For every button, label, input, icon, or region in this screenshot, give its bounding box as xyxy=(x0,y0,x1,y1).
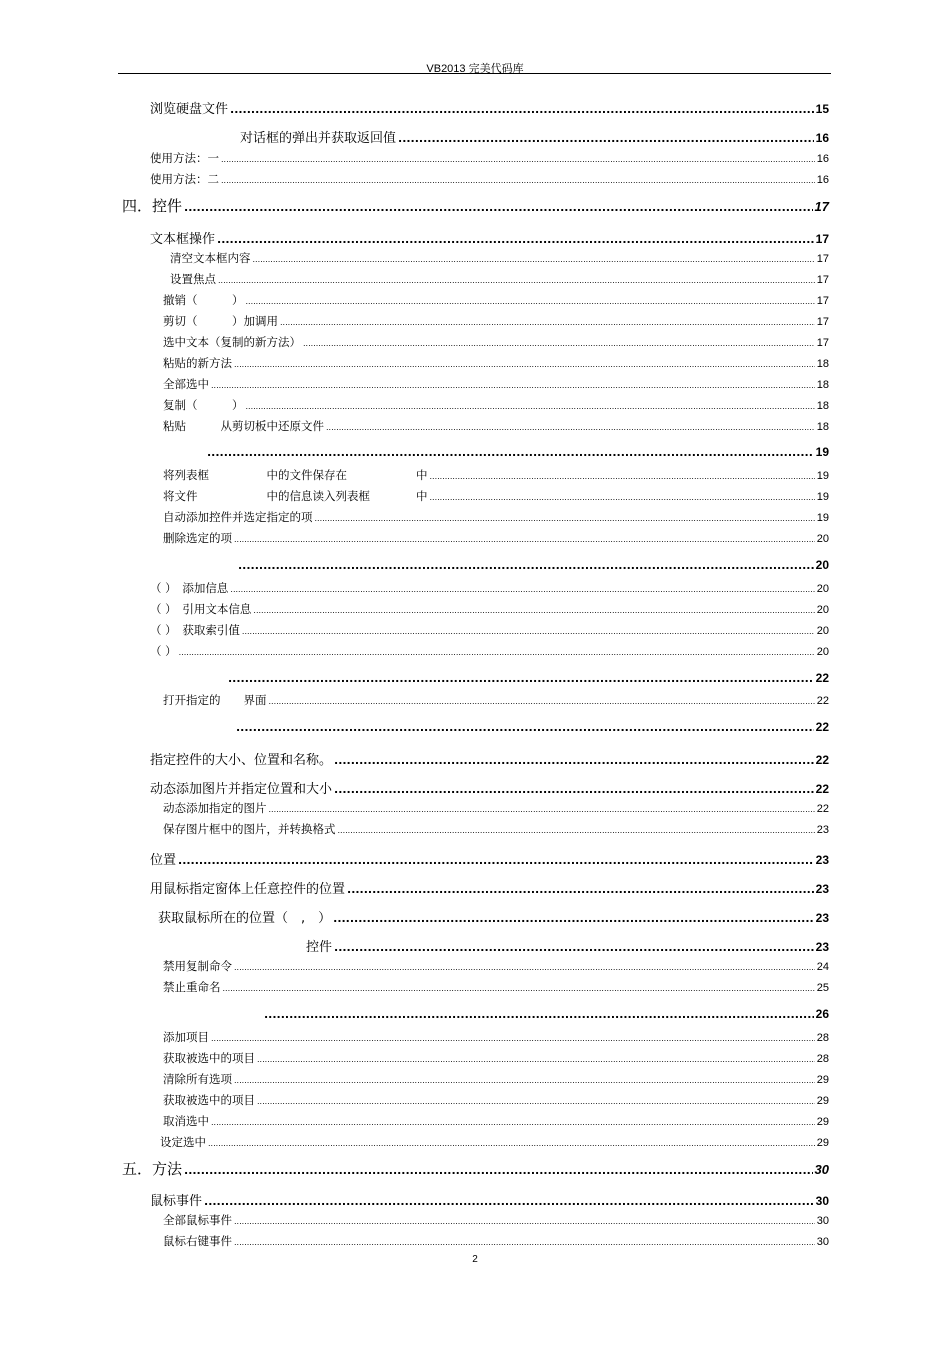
toc-dot-leader xyxy=(223,980,815,994)
toc-dot-leader xyxy=(246,398,815,412)
toc-entry-page: 20 xyxy=(816,533,829,545)
toc-entry-page: 30 xyxy=(815,1194,829,1208)
toc-entry[interactable] xyxy=(163,334,829,350)
toc-dot-leader xyxy=(238,558,814,574)
toc-dot-leader xyxy=(230,581,814,595)
toc-entry-page: 28 xyxy=(816,1053,829,1065)
toc-entry-page: 22 xyxy=(815,782,829,796)
toc-entry-title: 将列表框 中的文件保存在 中 xyxy=(163,468,428,482)
toc-entry[interactable] xyxy=(160,1134,829,1150)
toc-entry-page: 16 xyxy=(815,131,829,145)
toc-entry-page: 18 xyxy=(816,421,829,433)
toc-entry-page: 23 xyxy=(815,882,829,896)
toc-entry-page: 29 xyxy=(816,1116,829,1128)
toc-entry-page: 24 xyxy=(816,961,829,973)
toc-entry[interactable] xyxy=(122,195,829,216)
toc-entry-page: 17 xyxy=(814,199,829,214)
toc-dot-leader xyxy=(347,882,814,898)
toc-entry-title: 获取被选中的项目 xyxy=(163,1093,255,1107)
toc-entry-title: 对话框的弹出并获取返回值 xyxy=(240,131,397,146)
toc-entry-page: 29 xyxy=(816,1137,829,1149)
toc-entry[interactable] xyxy=(150,849,829,869)
toc-entry-page: 29 xyxy=(816,1095,829,1107)
toc-entry-page: 25 xyxy=(816,982,829,994)
toc-entry-title: 位置 xyxy=(150,853,177,868)
toc-entry[interactable] xyxy=(205,445,829,461)
toc-dot-leader xyxy=(269,801,815,815)
toc-entry[interactable] xyxy=(163,467,829,483)
toc-dot-leader xyxy=(338,822,815,836)
toc-entry-title: 取消选中 xyxy=(163,1114,209,1128)
toc-entry[interactable] xyxy=(150,228,829,248)
toc-entry-title: 控件 xyxy=(306,940,333,955)
toc-entry-title: 设置焦点 xyxy=(170,272,216,286)
toc-entry-page: 29 xyxy=(816,1074,829,1086)
toc-entry-page: 17 xyxy=(816,274,829,286)
toc-entry-page: 22 xyxy=(815,720,829,734)
toc-dot-leader xyxy=(234,356,815,370)
toc-entry-title: 添加项目 xyxy=(163,1030,209,1044)
toc-entry-page: 22 xyxy=(815,753,829,767)
toc-entry-title: 设定选中 xyxy=(160,1135,206,1149)
toc-dot-leader xyxy=(211,1114,815,1128)
toc-dot-leader xyxy=(184,197,813,216)
toc-entry-page: 17 xyxy=(815,232,829,246)
toc-entry-page: 19 xyxy=(816,512,829,524)
page-number: 2 xyxy=(472,1254,478,1265)
toc-entry[interactable] xyxy=(122,1158,829,1179)
toc-entry[interactable] xyxy=(150,778,829,798)
toc-entry-page: 23 xyxy=(815,911,829,925)
toc-entry[interactable] xyxy=(150,622,829,638)
toc-entry-title: 获取鼠标所在的位置（ , ） xyxy=(158,911,332,926)
toc-entry-title: （ ） 引用文本信息 xyxy=(150,602,252,616)
toc-entry[interactable] xyxy=(236,558,829,574)
toc-entry-page: 28 xyxy=(816,1032,829,1044)
toc-dot-leader xyxy=(179,644,815,658)
toc-entry[interactable] xyxy=(163,800,829,816)
toc-entry-title: 鼠标右键事件 xyxy=(163,1234,232,1248)
toc-dot-leader xyxy=(234,1234,815,1248)
toc-entry[interactable] xyxy=(163,821,829,837)
toc-entry-page: 20 xyxy=(816,604,829,616)
toc-entry-page: 20 xyxy=(816,646,829,658)
toc-entry-title: （ ） 添加信息 xyxy=(150,581,229,595)
toc-entry-title: 复制（ ） xyxy=(163,398,244,412)
toc-entry-title: 清空文本框内容 xyxy=(170,251,251,265)
toc-entry-page: 26 xyxy=(815,1007,829,1021)
toc-entry-title: 选中文本（复制的新方法） xyxy=(163,335,301,349)
toc-entry-page: 19 xyxy=(815,445,829,459)
toc-entry[interactable] xyxy=(306,936,829,956)
toc-entry[interactable] xyxy=(163,1092,829,1108)
toc-entry-title: 撤销（ ） xyxy=(163,293,244,307)
toc-entry[interactable] xyxy=(158,907,829,927)
toc-entry-title: 全部鼠标事件 xyxy=(163,1213,232,1227)
toc-entry-title: 鼠标事件 xyxy=(150,1194,203,1209)
toc-entry[interactable] xyxy=(163,1029,829,1045)
toc-entry[interactable] xyxy=(150,643,829,659)
toc-dot-leader xyxy=(280,314,815,328)
toc-dot-leader xyxy=(208,1135,815,1149)
toc-entry-title: （ ） xyxy=(150,644,177,658)
toc-entry-title: 使用方法：二 xyxy=(150,172,219,186)
toc-entry-page: 17 xyxy=(816,316,829,328)
toc-entry-page: 20 xyxy=(816,625,829,637)
toc-entry[interactable] xyxy=(150,580,829,596)
toc-entry-title: 清除所有选项 xyxy=(163,1072,232,1086)
toc-entry-page: 17 xyxy=(816,295,829,307)
toc-dot-leader xyxy=(303,335,815,349)
toc-entry[interactable] xyxy=(163,1050,829,1066)
toc-entry-page: 16 xyxy=(816,153,829,165)
toc-dot-leader xyxy=(326,419,815,433)
toc-entry[interactable] xyxy=(163,509,829,525)
toc-entry-page: 15 xyxy=(815,102,829,116)
toc-dot-leader xyxy=(228,671,814,687)
toc-entry-title: 动态添加图片并指定位置和大小 xyxy=(150,782,333,797)
toc-entry-page: 17 xyxy=(816,337,829,349)
toc-entry[interactable] xyxy=(163,1233,829,1249)
toc-entry-page: 19 xyxy=(816,491,829,503)
toc-entry-page: 23 xyxy=(815,940,829,954)
toc-dot-leader xyxy=(334,782,814,798)
toc-entry-title: 剪切（ ）加调用 xyxy=(163,314,278,328)
toc-entry[interactable] xyxy=(150,98,829,118)
toc-dot-leader xyxy=(333,911,814,927)
toc-entry-page: 30 xyxy=(816,1215,829,1227)
toc-dot-leader xyxy=(211,1030,815,1044)
toc-dot-leader xyxy=(221,172,815,186)
toc-entry[interactable] xyxy=(226,671,829,687)
toc-dot-leader xyxy=(334,940,814,956)
toc-entry[interactable] xyxy=(163,979,829,995)
toc-entry[interactable] xyxy=(163,418,829,434)
toc-entry-page: 30 xyxy=(814,1162,829,1177)
toc-entry-page: 18 xyxy=(816,379,829,391)
toc-entry-title: （ ） 获取索引值 xyxy=(150,623,240,637)
toc-dot-leader xyxy=(234,959,815,973)
page-header: VB2013 完美代码库 xyxy=(426,63,524,75)
toc-entry[interactable] xyxy=(163,1113,829,1129)
toc-entry[interactable] xyxy=(150,1190,829,1210)
toc-dot-leader xyxy=(430,468,815,482)
toc-entry-title: 四．控件 xyxy=(122,197,183,215)
toc-entry-title: 粘贴的新方法 xyxy=(163,356,232,370)
toc-dot-leader xyxy=(218,272,815,286)
toc-dot-leader xyxy=(257,1051,815,1065)
toc-entry-page: 22 xyxy=(816,695,829,707)
toc-entry-page: 22 xyxy=(815,671,829,685)
toc-entry-title: 打开指定的 界面 xyxy=(163,693,267,707)
toc-dot-leader xyxy=(178,853,814,869)
toc-entry-page: 17 xyxy=(816,253,829,265)
toc-entry[interactable] xyxy=(240,127,829,147)
toc-entry[interactable] xyxy=(163,530,829,546)
toc-dot-leader xyxy=(236,720,814,736)
toc-dot-leader xyxy=(234,531,815,545)
toc-entry-title: 将文件 中的信息读入列表框 中 xyxy=(163,489,428,503)
toc-entry-title: 禁止重命名 xyxy=(163,980,221,994)
toc-dot-leader xyxy=(242,623,815,637)
toc-entry-title: 文本框操作 xyxy=(150,232,216,247)
toc-dot-leader xyxy=(204,1194,814,1210)
toc-dot-leader xyxy=(230,102,814,118)
toc-dot-leader xyxy=(269,693,815,707)
toc-dot-leader xyxy=(207,445,814,461)
toc-entry[interactable] xyxy=(163,692,829,708)
toc-entry-page: 20 xyxy=(815,558,829,572)
toc-entry[interactable] xyxy=(163,488,829,504)
toc-entry-title: 保存图片框中的图片，并转换格式 xyxy=(163,822,336,836)
toc-dot-leader xyxy=(398,131,814,147)
toc-dot-leader xyxy=(246,293,815,307)
toc-entry[interactable] xyxy=(234,720,829,736)
toc-dot-leader xyxy=(253,602,814,616)
toc-entry-page: 22 xyxy=(816,803,829,815)
toc-entry[interactable] xyxy=(163,355,829,371)
toc-entry-title: 用鼠标指定窗体上任意控件的位置 xyxy=(150,882,346,897)
toc-entry[interactable] xyxy=(150,150,829,166)
toc-entry[interactable] xyxy=(163,1071,829,1087)
toc-entry-title: 获取被选中的项目 xyxy=(163,1051,255,1065)
toc-entry[interactable] xyxy=(163,397,829,413)
toc-dot-leader xyxy=(221,151,815,165)
toc-dot-leader xyxy=(264,1007,814,1023)
toc-entry-title: 全部选中 xyxy=(163,377,209,391)
toc-entry-title: 五．方法 xyxy=(122,1160,183,1178)
toc-entry[interactable] xyxy=(170,271,829,287)
toc-entry-page: 23 xyxy=(815,853,829,867)
toc-entry[interactable] xyxy=(163,292,829,308)
toc-entry[interactable] xyxy=(150,171,829,187)
toc-entry-page: 18 xyxy=(816,400,829,412)
toc-dot-leader xyxy=(334,753,814,769)
toc-dot-leader xyxy=(234,1072,815,1086)
toc-entry-title: 使用方法：一 xyxy=(150,151,219,165)
toc-entry-title: 动态添加指定的图片 xyxy=(163,801,267,815)
toc-entry[interactable] xyxy=(150,878,829,898)
toc-entry-page: 20 xyxy=(816,583,829,595)
toc-dot-leader xyxy=(315,510,815,524)
toc-entry-title: 自动添加控件并选定指定的项 xyxy=(163,510,313,524)
toc-entry[interactable] xyxy=(163,958,829,974)
toc-entry[interactable] xyxy=(163,1212,829,1228)
toc-entry-title: 指定控件的大小、位置和名称。 xyxy=(150,753,333,768)
toc-dot-leader xyxy=(234,1213,815,1227)
toc-entry-page: 18 xyxy=(816,358,829,370)
toc-entry-title: 禁用复制命令 xyxy=(163,959,232,973)
toc-dot-leader xyxy=(430,489,815,503)
toc-entry-page: 19 xyxy=(816,470,829,482)
toc-dot-leader xyxy=(217,232,814,248)
toc-entry-page: 23 xyxy=(816,824,829,836)
toc-entry-page: 16 xyxy=(816,174,829,186)
toc-dot-leader xyxy=(184,1160,813,1179)
toc-entry[interactable] xyxy=(150,749,829,769)
toc-dot-leader xyxy=(211,377,815,391)
toc-entry[interactable] xyxy=(150,601,829,617)
toc-entry-title: 浏览硬盘文件 xyxy=(150,102,229,117)
toc-entry[interactable] xyxy=(163,376,829,392)
toc-entry-title: 删除选定的项 xyxy=(163,531,232,545)
toc-dot-leader xyxy=(257,1093,815,1107)
toc-entry[interactable] xyxy=(163,313,829,329)
toc-dot-leader xyxy=(253,251,815,265)
toc-entry-page: 30 xyxy=(816,1236,829,1248)
toc-entry[interactable] xyxy=(262,1007,829,1023)
toc-entry-title: 粘贴 从剪切板中还原文件 xyxy=(163,419,324,433)
toc-entry[interactable] xyxy=(170,250,829,266)
